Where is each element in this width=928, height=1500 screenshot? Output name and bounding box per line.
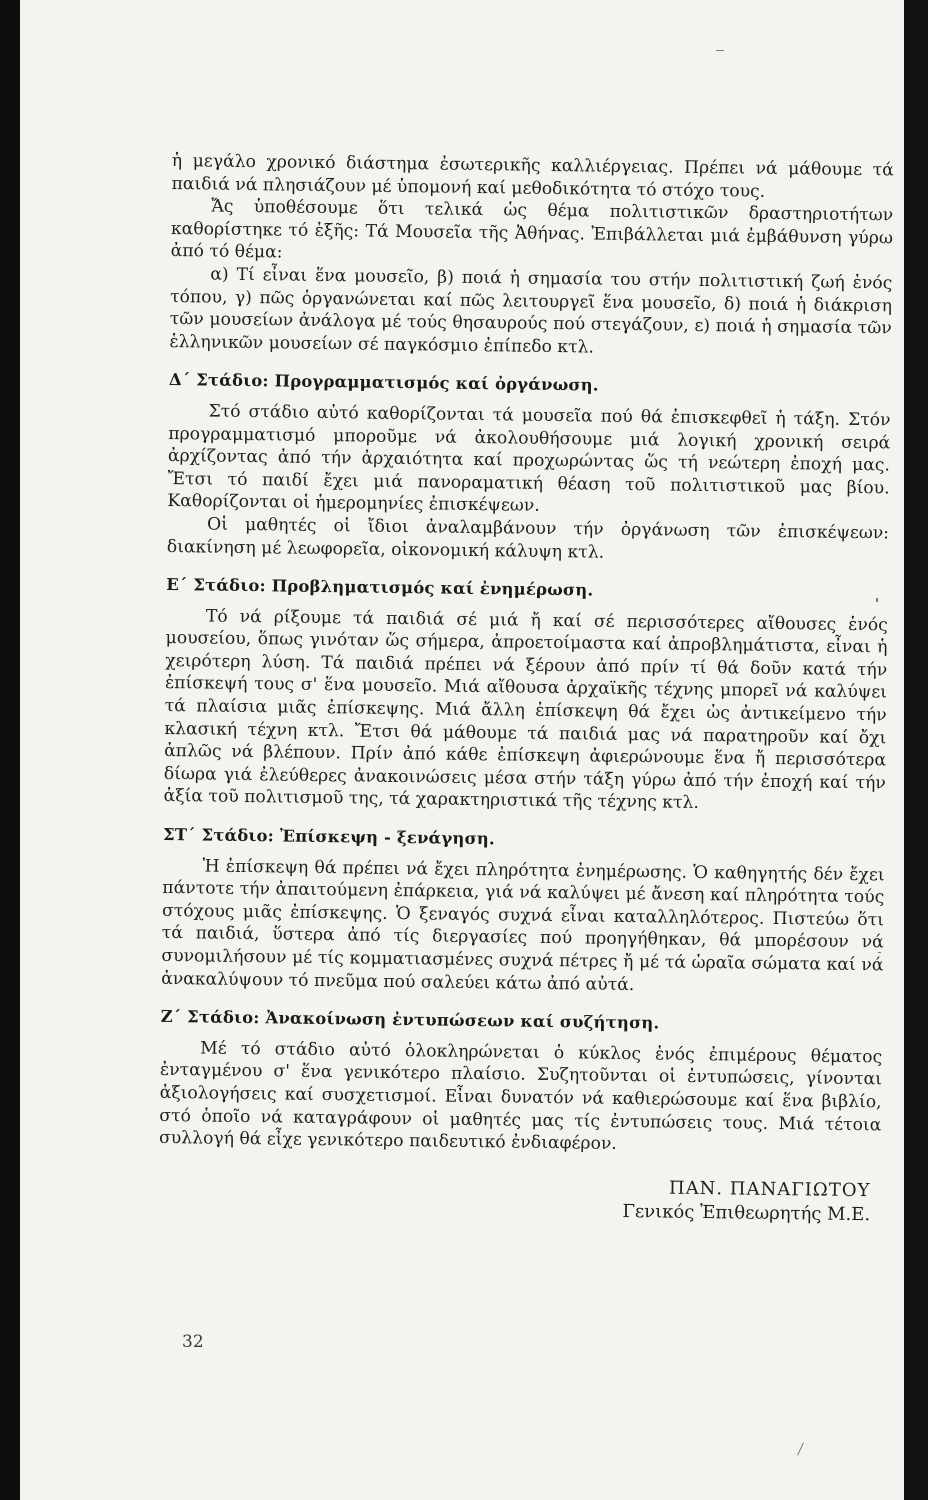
scan-border-left bbox=[0, 0, 20, 1500]
intro-paragraph: ἡ μεγάλο χρονικό διάστημα ἐσωτερικῆς καλλιέργειας. Πρέπει νά μάθουμε τά παιδιά νά πλησιάζουν μέ ὑπομονή καί μεθοδικότητα τό στόχο τους. bbox=[171, 150, 894, 202]
section-heading: Ε΄ Στάδιο: Προβληματισμός καί ἐνημέρωση. bbox=[166, 575, 594, 600]
section-heading: Δ΄ Στάδιο: Προγραμματισμός καί ὀργάνωση. bbox=[168, 370, 599, 395]
author-name: ΠΑΝ. ΠΑΝΑΓΙΩΤΟΥ bbox=[668, 1177, 871, 1201]
section-heading: Ζ΄ Στάδιο: Ἀνακοίνωση ἐντυπώσεων καί συζήτηση. bbox=[160, 1007, 660, 1033]
signature-block bbox=[158, 1170, 881, 1227]
section-paragraph: Στό στάδιο αὐτό καθορίζονται τά μουσεῖα πού θά ἐπισκεφθεῖ ἡ τάξη. Στόν προγραμματισμό μποροῦμε νά ἀκολουθήσουμε μιά λογική χρονική σειρά ἀρχίζοντας ἀπό τήν ἀρχαιότητα καί προχωρώντας ὥς τή νεώτερη ἐποχή μας. Ἔτσι τό παιδί ἔχει μιά πανοραματική θέαση τοῦ πολιτιστικοῦ μας βίου. Καθορίζονται οἱ ἡμερομηνίες ἐπισκέψεων. bbox=[167, 401, 891, 517]
section-paragraph: Οἱ μαθητές οἱ ἴδιοι ἀναλαμβάνουν τήν ὀργάνωση τῶν ἐπισκέψεων: διακίνηση μέ λεωφορεῖα, οἰκονομική κάλυψη κτλ. bbox=[166, 514, 890, 563]
section-paragraph: Ἡ ἐπίσκεψη θά πρέπει νά ἔχει πληρότητα ἐνημέρωσης. Ὁ καθηγητής δέν ἔχει πάντοτε τήν ἀπαιτούμενη ἐπάρκεια, γιά νά καλύψει μέ ἄνεση καί πληρότητα τούς στόχους μιᾶς ἐπίσκεψης. Ὁ ξεναγός συχνά εἶναι καταλληλότερος. Πιστεύω ὅτι τά παιδιά, ὕστερα ἀπό τίς διεργασίες πού προηγήθηκαν, θά μπορέσουν νά συνομιλήσουν μέ τίς κομματιασμένες συχνά πέτρες ἤ μέ τά ὡραῖα σώματα καί νά ἀνακαλύψουν τό πνεῦμα πού σαλεύει κάτω ἀπό αὐτά. bbox=[161, 856, 885, 995]
intro-paragraph: α) Τί εἶναι ἕνα μουσεῖο, β) ποιά ἡ σημασία του στήν πολιτιστική ζωή ἑνός τόπου, γ) πῶς ὀργανώνεται καί πῶς λειτουργεῖ ἕνα μουσεῖο, δ) ποιά ἡ διάκριση τῶν μουσείων ἀνάλογα μέ τούς θησαυρούς πού στεγάζουν, ε) ποιά ἡ σημασία τῶν ἑλληνικῶν μουσείων σέ παγκόσμιο ἐπίπεδο κτλ. bbox=[169, 264, 893, 358]
intro-paragraph: Ἄς ὑποθέσουμε ὅτι τελικά ὡς θέμα πολιτιστικῶν δραστηριοτήτων καθορίστηκε τό ἑξῆς: Τά Μουσεῖα τῆς Ἀθήνας. Ἐπιβάλλεται μιά ἐμβάθυνση γύρω ἀπό τό θέμα: bbox=[170, 196, 894, 263]
document-page bbox=[20, 0, 904, 1500]
section-paragraph: Τό νά ρίξουμε τά παιδιά σέ μιά ἤ καί σέ περισσότερες αἴθουσες ἑνός μουσείου, ὅπως γινόταν ὥς σήμερα, ἀπροετοίμαστα καί ἀπροβλημάτιστα, εἶναι ἡ χειρότερη λύση. Τά παιδιά πρέπει νά ξέρουν ἀπό πρίν τί θά δοῦν κατά τήν ἐπίσκεψή τους σ' ἕνα μουσεῖο. Μιά αἴθουσα ἀρχαϊκῆς τέχνης μπορεῖ νά καλύψει τά πλαίσια μιᾶς ἐπίσκεψης. Μιά ἄλλη ἐπίσκεψη θά ἔχει ὡς ἀντικείμενο τήν κλασική τέχνη κτλ. Ἔτσι θά μάθουμε τά παιδιά μας νά παρατηροῦν καί ὄχι ἁπλῶς νά βλέπουν. Πρίν ἀπό κάθε ἐπίσκεψη ἀφιερώνουμε ἕνα ἤ περισσότερα δίωρα γιά ἐλεύθερες ἀνακοινώσεις μέσα στήν τάξη γύρω ἀπό τήν ἐποχή καί τήν ἀξία τοῦ πολιτισμοῦ της, τά χαρακτηριστικά τῆς τέχνης κτλ. bbox=[163, 606, 888, 814]
section-paragraph: Μέ τό στάδιο αὐτό ὁλοκληρώνεται ὁ κύκλος ἑνός ἐπιμέρους θέματος ἐνταγμένου σ' ἕνα γενικότερο πλαίσιο. Συζητοῦνται οἱ ἐντυπώσεις, γίνονται ἀξιολογήσεις καί συσχετισμοί. Εἶναι δυνατόν νά καθιερώσουμε καί ἕνα βιβλίο, στό ὁποῖο νά καταγράφουν οἱ μαθητές μας τίς ἐντυπώσεις τους. Μιά τέτοια συλλογή θά εἶχε γενικότερο παιδευτικό ἐνδιαφέρον. bbox=[158, 1038, 883, 1155]
scan-speck bbox=[716, 50, 724, 51]
page-number: 32 bbox=[182, 1332, 204, 1352]
section-heading: ΣΤ΄ Στάδιο: Ἐπίσκεψη - ξενάγηση. bbox=[162, 824, 495, 849]
scan-border-right bbox=[904, 0, 928, 1500]
scan-speck bbox=[797, 1442, 804, 1455]
author-title: Γενικός Ἐπιθεωρητής Μ.Ε. bbox=[622, 1200, 871, 1225]
body-text-column bbox=[158, 150, 894, 1227]
